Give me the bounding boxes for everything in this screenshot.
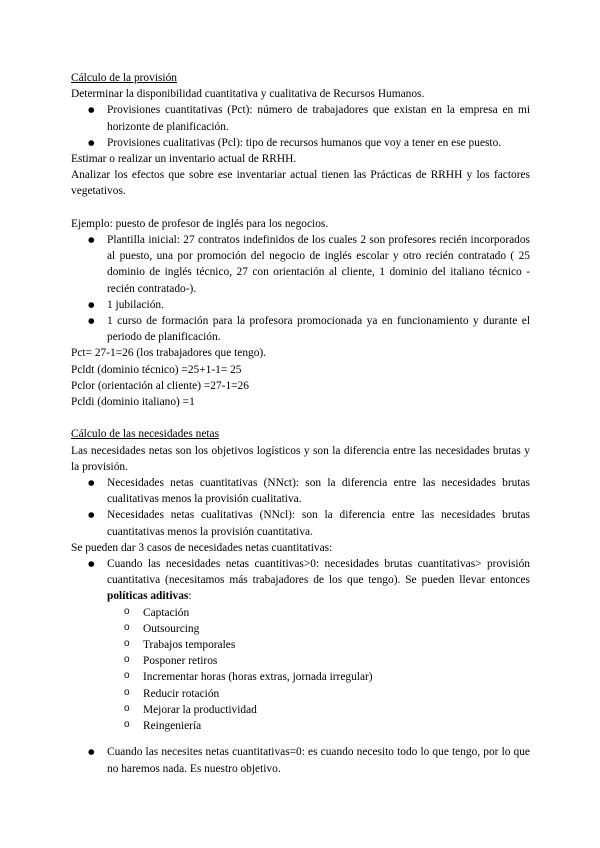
policy-item: o Mejorar la productividad — [107, 702, 530, 718]
list-item: ● Necesidades netas cuantitativas (NNct): son la diferencia entre las necesidades brutas cualitativas menos la provisión cualitativa. — [71, 475, 530, 507]
policy-item: o Reducir rotación — [107, 686, 530, 702]
list-item: ● Cuando las necesites netas cuantitativas=0: es cuando necesito todo lo que tengo, por lo que no haremos nada. Es nuestro objetivo. — [71, 744, 530, 776]
policy-item: o Posponer retiros — [107, 653, 530, 669]
list-item: ● Plantilla inicial: 27 contratos indefinidos de los cuales 2 son profesores recién incorporados al puesto, una por promoción del negocio de inglés escolar y otro recién contratado ( 25 dominio de inglés técnico, 27 con orientación al cliente, 1 dominio del italiano técnico -recién contratado-). — [71, 232, 530, 297]
case1-text: Cuando las necesidades netas cuantitivas>0: necesidades brutas cuantitativas> provisión cuantitativa (necesitamos más trabajadores de los que tengo). Se pueden llevar entonces — [107, 558, 530, 587]
policy-item: o Captación — [107, 605, 530, 621]
provision-list — [71, 102, 530, 151]
case1-bold: políticas aditivas — [107, 590, 189, 603]
policies-list — [107, 605, 530, 735]
cases-list-2 — [71, 744, 530, 776]
case1-colon: : — [188, 590, 192, 603]
provision-intro: Determinar la disponibilidad cuantitativa y cualitativa de Recursos Humanos. — [71, 88, 425, 101]
effects-text: Analizar los efectos que sobre ese inventariar actual tienen las Prácticas de RRHH y los factores vegetativos. — [71, 169, 530, 198]
policy-item: o Incrementar horas (horas extras, jornada irregular) — [107, 669, 530, 685]
formula-line: Pclor (orientación al cliente) =27-1=26 — [71, 379, 249, 392]
net-needs-list — [71, 475, 530, 540]
spacer — [71, 410, 530, 426]
inventory-text: Estimar o realizar un inventario actual de RRHH. — [71, 153, 297, 166]
list-item: ● Provisiones cuantitativas (Pct): número de trabajadores que existan en la empresa en mi horizonte de planificación. — [71, 102, 530, 134]
cases-intro: Se pueden dar 3 casos de necesidades netas cuantitativas: — [71, 541, 333, 554]
section-title-provision: Cálculo de la provisión — [71, 72, 177, 84]
policy-item: o Reingeniería — [107, 718, 530, 734]
list-item: ● Necesidades netas cualitativas (NNcl): son la diferencia entre las necesidades brutas cuantitativas menos la provisión cuantitativa. — [71, 507, 530, 539]
example-title: Ejemplo: puesto de profesor de inglés para los negocios. — [71, 217, 329, 230]
policy-item: o Outsourcing — [107, 621, 530, 637]
spacer — [71, 734, 530, 744]
formula-line: Pct= 27-1=26 (los trabajadores que tengo). — [71, 347, 267, 360]
list-item: ● 1 curso de formación para la profesora promocionada ya en funcionamiento y durante el periodo de planificación. — [71, 313, 530, 345]
formula-line: Pcldt (dominio técnico) =25+1-1= 25 — [71, 363, 242, 376]
spacer — [71, 200, 530, 216]
list-item: ● Provisiones cualitativas (Pcl): tipo de recursos humanos que voy a tener en ese puesto. — [71, 135, 530, 151]
cases-list — [71, 556, 530, 734]
formula-line: Pcldi (dominio italiano) =1 — [71, 396, 195, 409]
list-item — [71, 556, 530, 734]
policy-item: o Trabajos temporales — [107, 637, 530, 653]
example-list — [71, 232, 530, 345]
net-needs-intro: Las necesidades netas son los objetivos logísticos y son la diferencia entre las necesidades brutas y la provisión. — [71, 444, 530, 473]
section-title-net-needs: Cálculo de las necesidades netas — [71, 428, 220, 441]
list-item: ● 1 jubilación. — [71, 297, 530, 313]
